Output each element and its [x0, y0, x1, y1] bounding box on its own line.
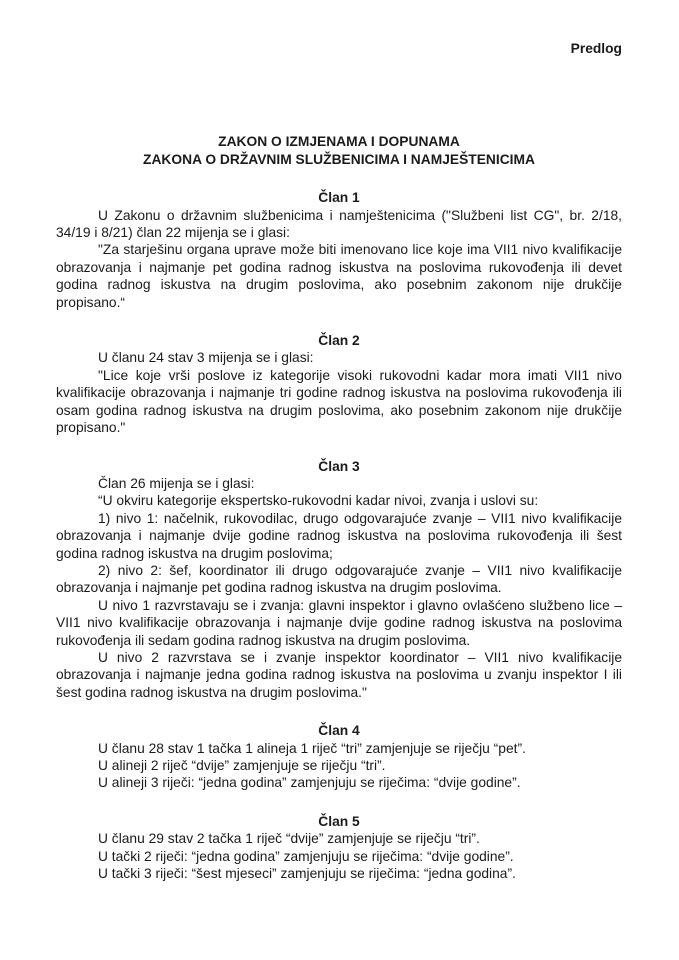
article-paragraph: 1) nivo 1: načelnik, rukovodilac, drugo odgovarajuće zvanje – VII1 nivo kvalifikacije obrazovanja i najmanje dvije godine radnog iskustva na poslovima rukovođenja ili šest godina radnog iskustva na drugim poslovima;: [56, 510, 622, 561]
article: [56, 722, 622, 792]
article-paragraph: U nivo 1 razvrstavaju se i zvanja: glavni inspektor i glavno ovlašćeno službeno lice – VII1 nivo kvalifikacije obrazovanja i najmanje dvije godine radnog iskustva na poslovima rukovođenja ili sedam godina radnog iskustva na drugim poslovima.: [56, 597, 622, 648]
article-paragraph: U tački 2 riječi: “jedna godina” zamjenjuju se riječima: “dvije godine”.: [98, 848, 514, 864]
article-paragraph: U članu 29 stav 2 tačka 1 riječ “dvije” zamjenjuje se riječju “tri”.: [98, 831, 480, 847]
article-body: [56, 475, 622, 701]
article-body: [56, 349, 622, 436]
article-paragraph: U članu 24 stav 3 mijenja se i glasi:: [98, 350, 314, 366]
article-paragraph: "Za starješinu organa uprave može biti imenovano lice koje ima VII1 nivo kvalifikacije obrazovanja i najmanje pet godina radnog iskustva na poslovima rukovođenja ili devet godina radnog iskustva na drugim poslovima, ako posebnim zakonom nije drukčije propisano.“: [56, 242, 622, 310]
article: [56, 189, 622, 311]
article: [56, 813, 622, 883]
document-title-line-1: ZAKON O IZMJENAMA I DOPUNAMA: [218, 134, 460, 150]
article: [56, 332, 622, 436]
article: [56, 458, 622, 702]
article-body: [56, 830, 622, 882]
article-heading: Član 2: [318, 333, 360, 349]
article-heading: Član 3: [318, 458, 360, 474]
article-body: [56, 740, 622, 792]
article-heading: Član 4: [318, 723, 360, 739]
article-paragraph: U Zakonu o državnim službenicima i namještenicima ("Službeni list CG", br. 2/18, 34/19 i 8/21) član 22 mijenja se i glasi:: [56, 207, 622, 241]
document-title: [56, 133, 622, 168]
article-paragraph: Član 26 mijenja se i glasi:: [98, 475, 255, 491]
article-paragraph: “U okviru kategorije ekspertsko-rukovodni kadar nivoi, zvanja i uslovi su:: [98, 493, 539, 509]
document-title-line-2: ZAKONA O DRŽAVNIM SLUŽBENICIMA I NAMJEŠTENICIMA: [143, 151, 535, 167]
article-body: [56, 207, 622, 311]
article-paragraph: U alineji 3 riječi: “jedna godina” zamjenjuju se riječima: “dvije godine”.: [98, 775, 521, 791]
article-heading: Član 1: [318, 190, 360, 206]
article-paragraph: U tački 3 riječi: “šest mjeseci” zamjenjuju se riječima: “jedna godina”.: [98, 866, 516, 882]
articles: [56, 189, 622, 882]
article-paragraph: U članu 28 stav 1 tačka 1 alineja 1 riječ “tri” zamjenjuje se riječju “pet”.: [98, 740, 526, 756]
article-paragraph: U alineji 2 riječ “dvije” zamjenjuje se riječju “tri”.: [98, 758, 386, 773]
article-paragraph: 2) nivo 2: šef, koordinator ili drugo odgovarajuće zvanje – VII1 nivo kvalifikacije obrazovanja i najmanje pet godina radnog iskustva na drugim poslovima.: [56, 562, 622, 596]
document-label: Predlog: [570, 41, 622, 56]
article-paragraph: "Lice koje vrši poslove iz kategorije visoki rukovodni kadar mora imati VII1 nivo kvalifikacije obrazovanja i najmanje tri godine radnog iskustva na poslovima rukovođenja ili osam godina radnog iskustva na drugim poslovima, ako posebnim zakonom nije drukčije propisano.": [56, 367, 622, 436]
article-heading: Član 5: [318, 813, 360, 829]
article-paragraph: U nivo 2 razvrstava se i zvanje inspektor koordinator – VII1 nivo kvalifikacije obrazovanja i najmanje jedna godina radnog iskustva na poslovima u zvanju inspektor I ili šest godina radnog iskustva na drugim poslovima.": [56, 649, 622, 700]
